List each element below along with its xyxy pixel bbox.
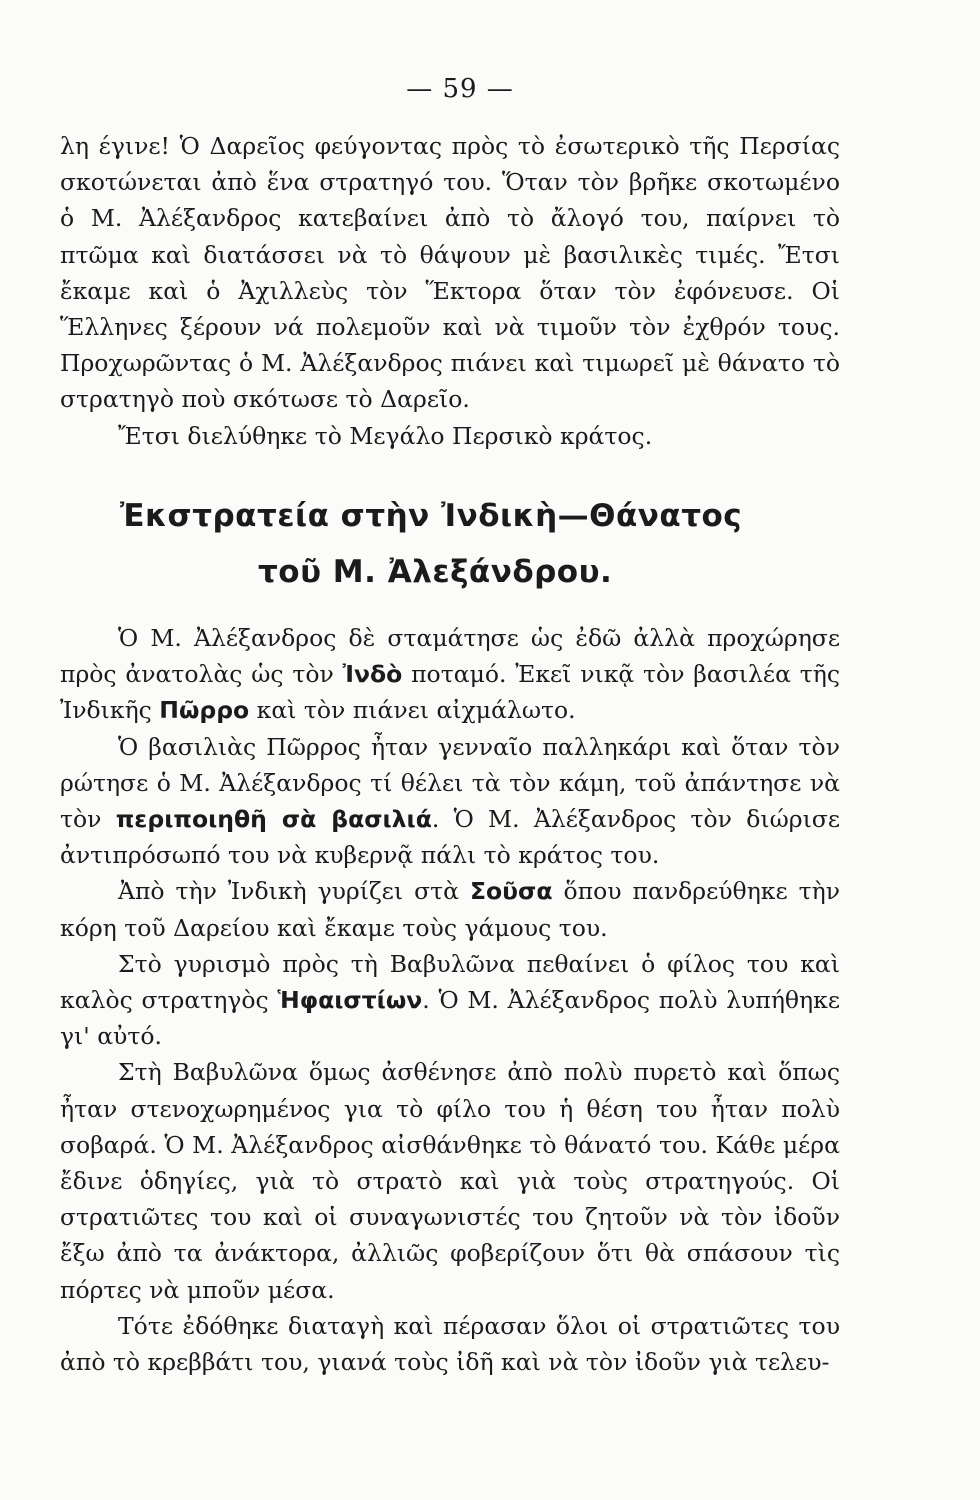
text-span: Ὁ βασιλιὰς Πῶρρος ἦταν γενναῖο παλληκάρι καὶ ὅταν τὸν ρώτησε ὁ Μ. Ἀλέξανδρος τί θέλει τὰ τὸν κάμη, τοῦ ἀπάντησε νὰ τὸν	[60, 732, 840, 834]
text-span: Ὁ Μ. Ἀλέξανδρος δὲ σταμάτησε ὡς ἐδῶ ἀλλὰ προχώρησε πρὸς ἀνατολὰς ὡς τὸν	[60, 624, 840, 689]
paragraph-persian-empire: Ἔτσι διελύθηκε τὸ Μεγάλο Περσικὸ κράτος.	[118, 421, 653, 450]
paragraph-hephaestion	[60, 946, 840, 1055]
paragraph-porus	[60, 729, 840, 874]
paragraph-continuation: λη έγινε! Ὁ Δαρεῖος φεύγοντας πρὸς τὸ ἐσωτερικὸ τῆς Περσίας σκοτώνεται ἀπὸ ἕνα στρατηγό του. Ὅταν τὸν βρῆκε σκοτωμένο ὁ Μ. Ἀλέξανδρος κατεβαίνει ἀπὸ τὸ ἄλογό του, παίρνει τὸ πτῶμα καὶ διατάσσει νὰ τὸ θάψουν μὲ βασιλικὲς τιμές. Ἔτσι ἔκαμε καὶ ὁ Ἀχιλλεὺς τὸν Ἕκτορα ὅταν τὸν ἐφόνευσε. Οἱ Ἕλληνες ξέρουν νά πολεμοῦν καὶ νὰ τιμοῦν τὸν ἐχθρόν τους. Προχωρῶντας ὁ Μ. Ἀλέξανδρος πιάνει καὶ τιμωρεῖ μὲ θάνατο τὸ στρατηγὸ ποὺ σκότωσε τὸ Δαρεῖο.	[60, 132, 840, 414]
text-block-top	[60, 128, 840, 454]
text-block-bottom	[60, 620, 840, 1380]
section-heading	[60, 488, 840, 600]
emphasis-susa: Σοῦσα	[469, 877, 553, 906]
section-heading-line-2: τοῦ Μ. Ἀλεξάνδρου.	[258, 554, 613, 590]
paragraph-susa	[60, 873, 840, 945]
paragraph-soldiers-pass: Τότε ἐδόθηκε διαταγὴ καὶ πέρασαν ὅλοι οἱ στρατιῶτες του ἀπὸ τὸ κρεββάτι του, γιανά τοὺς ἰδῆ καὶ νὰ τὸν ἰδοῦν γιὰ τελευ-	[60, 1311, 840, 1377]
text-span: . Ὁ Μ. Ἀλέξανδρος πολὺ λυπήθηκε γι' αὐτό.	[60, 986, 840, 1051]
text-span: Ἀπὸ τὴν Ἰνδικὴ γυρίζει στὰ	[118, 877, 470, 906]
emphasis-treat-as-king: περιποιηθῆ σὰ βασιλιά	[115, 805, 432, 834]
text-span: Στὸ γυρισμὸ πρὸς τὴ Βαβυλῶνα πεθαίνει ὁ φίλος του καὶ καλὸς στρατηγὸς	[60, 949, 840, 1015]
emphasis-porus: Πῶρρο	[159, 696, 250, 725]
emphasis-hephaestion: Ἡφαιστίων	[277, 986, 423, 1015]
paragraph-babylon-illness: Στὴ Βαβυλῶνα ὅμως ἀσθένησε ἀπὸ πολὺ πυρετὸ καὶ ὅπως ἦταν στενοχωρημένος για τὸ φίλο του ἡ θέση του ἦταν πολὺ σοβαρά. Ὁ Μ. Ἀλέξανδρος αἰσθάνθηκε τὸ θάνατό του. Κάθε μέρα ἔδινε ὁδηγίες, γιὰ τὸ στρατὸ καὶ γιὰ τοὺς στρατηγούς. Οἱ στρατιῶτες του καὶ οἱ συναγωνιστές του ζητοῦν νὰ τὸν ἰδοῦν ἔξω ἀπὸ τα ἀνάκτορα, ἀλλιῶς φοβερίζουν ὅτι θὰ σπάσουν τὶς πόρτες νὰ μποῦν μέσα.	[60, 1058, 840, 1304]
text-span: καὶ τὸν πιάνει αἰχμάλωτο.	[249, 696, 576, 725]
text-span: . Ὁ Μ. Ἀλέξανδρος τὸν διώρισε ἀντιπρόσωπό του νὰ κυβερνᾷ πάλι τὸ κράτος του.	[60, 805, 840, 870]
page-number: — 59 —	[406, 74, 514, 104]
emphasis-indus: Ἰνδὸ	[342, 660, 403, 689]
section-heading-line-1: Ἐκστρατεία στὴν Ἰνδικὴ—Θάνατος	[120, 498, 743, 534]
paragraph-indus	[60, 620, 840, 729]
text-span: ποταμό. Ἐκεῖ νικᾷ τὸν βασιλέα τῆς Ἰνδικῆς	[60, 660, 840, 725]
text-span: ὅπου πανδρεύθηκε τὴν κόρη τοῦ Δαρείου καὶ ἔκαμε τοὺς γάμους του.	[60, 877, 840, 942]
